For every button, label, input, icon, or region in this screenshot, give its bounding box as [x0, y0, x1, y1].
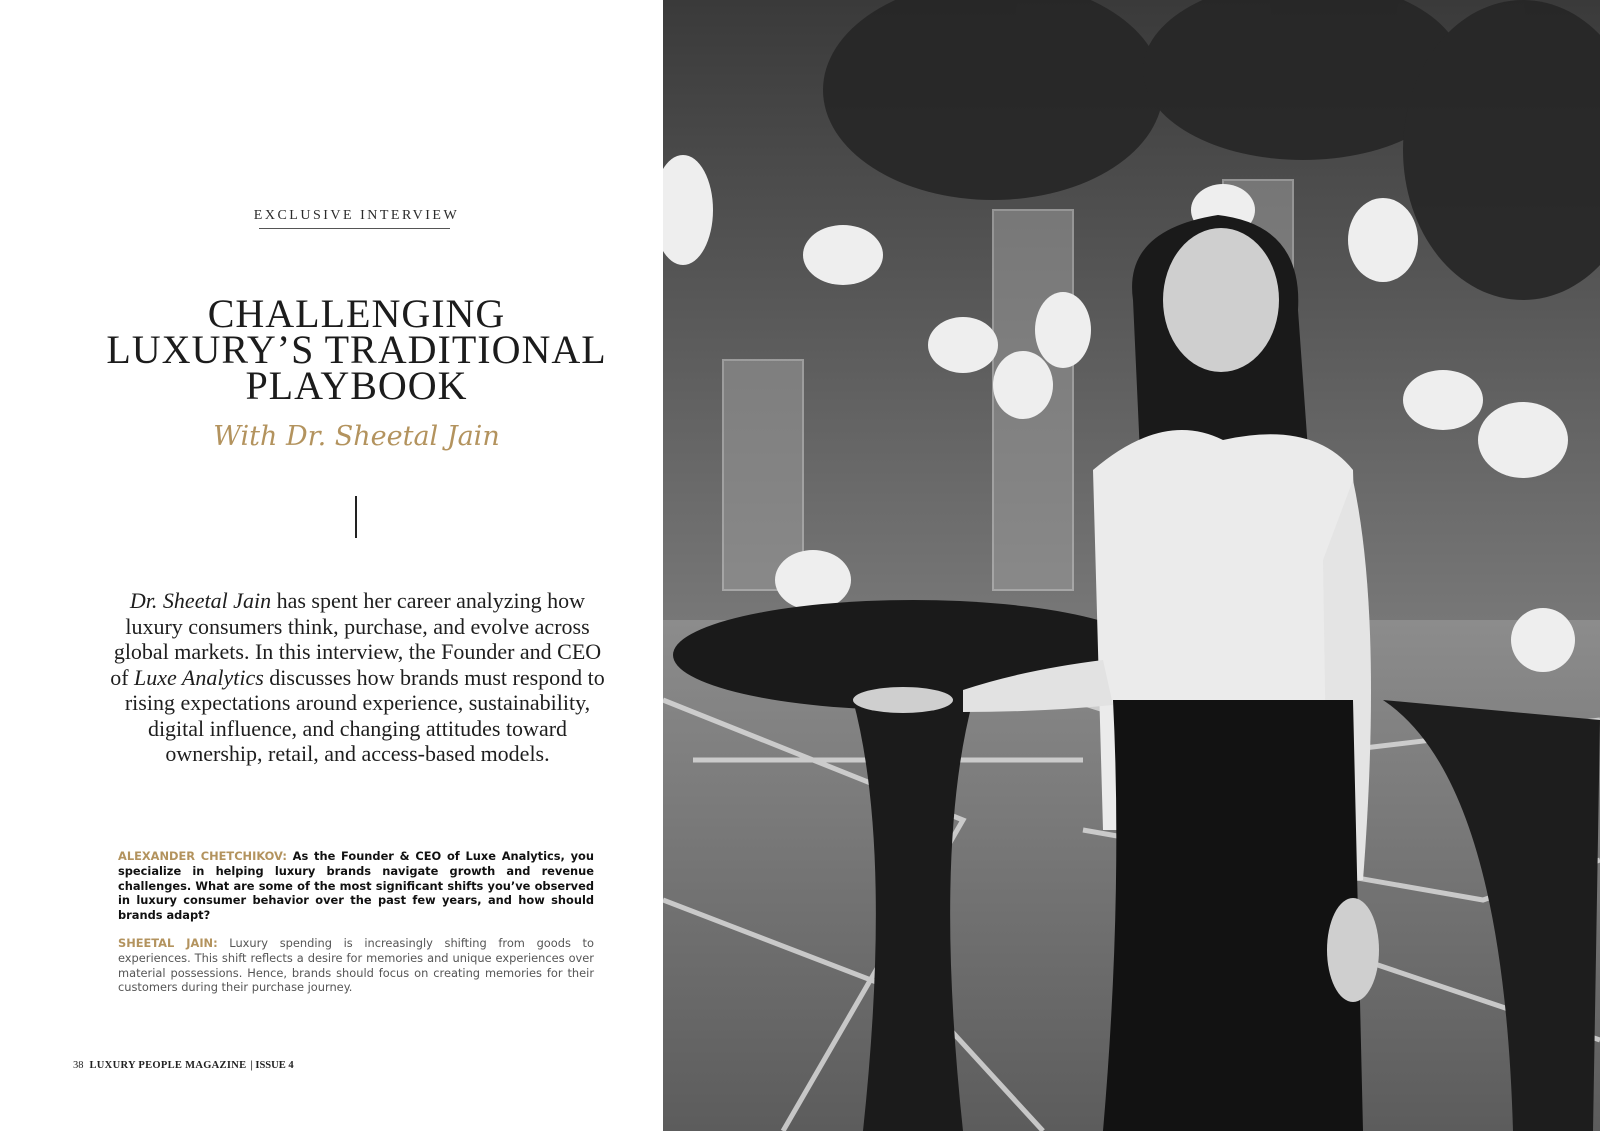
- intro-paragraph: [110, 588, 605, 767]
- left-page: [0, 0, 663, 1131]
- title-line-2: LUXURY’S TRADITIONAL: [106, 327, 607, 372]
- interview-question: [118, 849, 594, 922]
- article-subtitle: With Dr. Sheetal Jain: [213, 421, 500, 452]
- magazine-name: LUXURY PEOPLE MAGAZINE: [89, 1060, 247, 1071]
- intro-text-2: discusses how brands must respond to rising expectations around experience, sustainability, digital influence, and changing attitudes toward ownership, retail, and access-based models.: [124, 664, 605, 766]
- portrait-photo: [663, 0, 1600, 1131]
- issue-number: | ISSUE 4: [250, 1060, 294, 1071]
- intro-text-1: has spent her career analyzing how luxury consumers think, purchase, and evolve across global markets. In this interview, the Founder and CEO of: [110, 588, 602, 690]
- intro-name: Dr. Sheetal Jain: [129, 588, 272, 613]
- answer-text: Luxury spending is increasingly shifting from goods to experiences. This shift reflects a desire for memories and unique experiences over material possessions. Hence, brands should focus on creating memories for their customers during their purchase journey.: [118, 936, 594, 995]
- interview-answer: [118, 936, 594, 994]
- answer-speaker: SHEETAL JAIN:: [118, 936, 218, 951]
- title-line-3: PLAYBOOK: [245, 363, 468, 408]
- article-title: [40, 291, 673, 408]
- page-footer: [73, 1060, 294, 1071]
- title-line-1: CHALLENGING: [207, 291, 506, 336]
- question-text: As the Founder & CEO of Luxe Analytics, you specialize in helping luxury brands navigate growth and revenue challenges. What are some of the most significant shifts you’ve observed in luxury consumer behavior over the past few years, and how should brands adapt?: [118, 849, 594, 922]
- vertical-divider: [355, 496, 357, 538]
- page-number: 38: [73, 1060, 84, 1071]
- kicker-underline: [259, 228, 450, 229]
- intro-company: Luxe Analytics: [134, 664, 264, 690]
- portrait-photo-illustration: [663, 0, 1600, 1131]
- section-kicker: EXCLUSIVE INTERVIEW: [253, 208, 460, 223]
- question-speaker: ALEXANDER CHETCHIKOV:: [118, 849, 287, 864]
